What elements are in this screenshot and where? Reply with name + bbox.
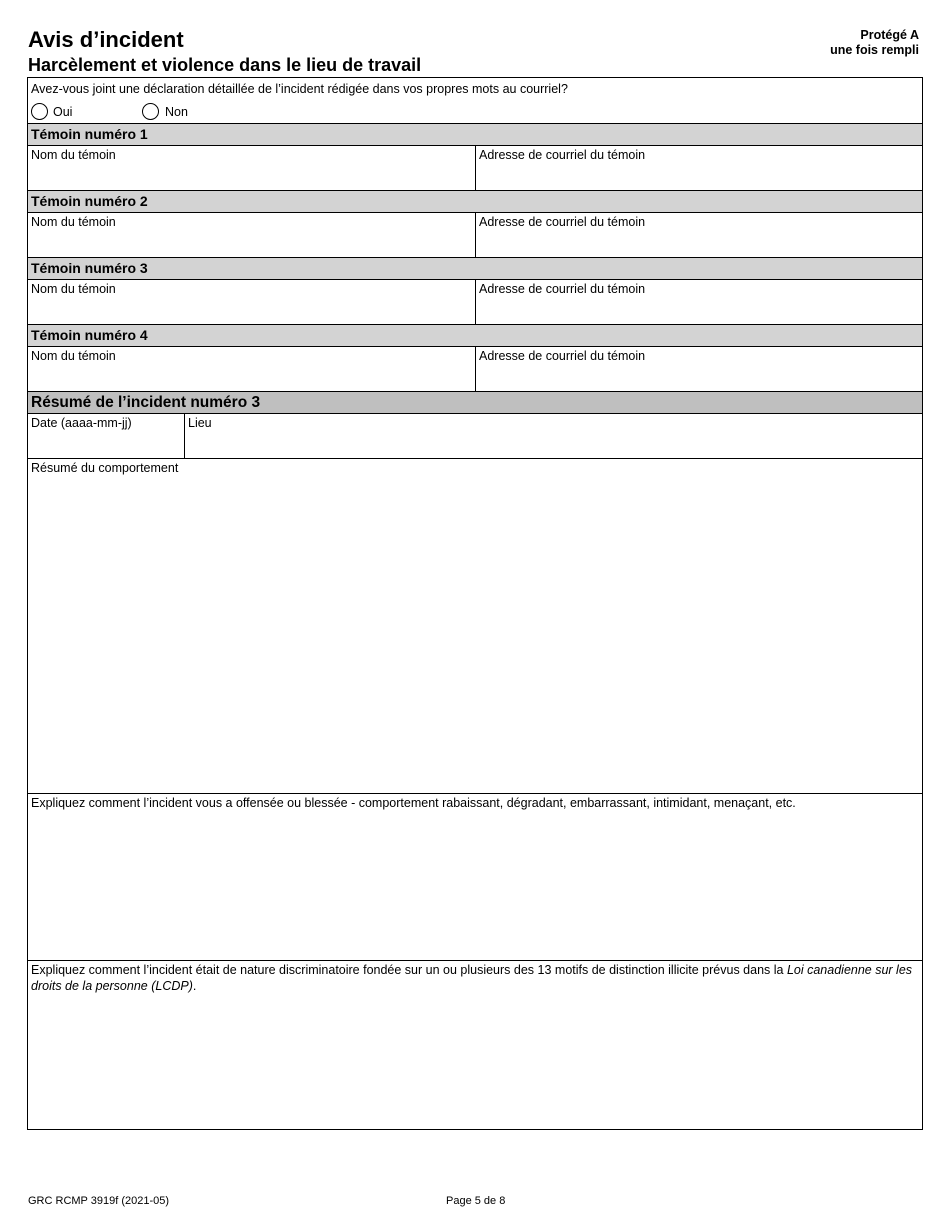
divider — [475, 146, 476, 190]
form-number: GRC RCMP 3919f (2021-05) — [28, 1195, 170, 1207]
protected-line-1: Protégé A — [860, 28, 919, 42]
witness-3-email-label: Adresse de courriel du témoin — [479, 282, 646, 296]
witness-2-email-label: Adresse de courriel du témoin — [479, 215, 646, 229]
witness-2-heading: Témoin numéro 2 — [28, 191, 922, 213]
witness-1-name-label: Nom du témoin — [31, 148, 116, 162]
witness-4-email-label: Adresse de courriel du témoin — [479, 349, 646, 363]
page-number: Page 5 de 8 — [446, 1195, 506, 1207]
radio-no-label: Non — [165, 105, 188, 119]
discrimination-explanation-label — [31, 962, 917, 994]
form-subtitle: Harcèlement et violence dans le lieu de travail — [28, 55, 422, 75]
radio-no[interactable] — [142, 103, 159, 120]
witness-1-row — [28, 146, 922, 191]
protected-designation — [830, 28, 919, 58]
form-title: Avis d’incident — [28, 27, 184, 52]
witness-2-name-label: Nom du témoin — [31, 215, 116, 229]
discrimination-explanation-field[interactable] — [28, 961, 922, 1129]
divider — [475, 280, 476, 324]
date-label: Date (aaaa-mm-jj) — [31, 416, 132, 430]
behavior-summary-label: Résumé du comportement — [31, 461, 179, 475]
witness-1-heading: Témoin numéro 1 — [28, 124, 922, 146]
divider — [475, 213, 476, 257]
offense-explanation-field[interactable] — [28, 794, 922, 961]
radio-yes[interactable] — [31, 103, 48, 120]
witness-3-row — [28, 280, 922, 325]
witness-4-heading: Témoin numéro 4 — [28, 325, 922, 347]
discrimination-law: Loi canadienne sur les droits de la personne (LCDP) — [31, 963, 913, 993]
witness-3-heading: Témoin numéro 3 — [28, 258, 922, 280]
witness-1-email-label: Adresse de courriel du témoin — [479, 148, 646, 162]
offense-explanation-label: Expliquez comment l’incident vous a offensée ou blessée - comportement rabaissant, dégradant, embarrassant, intimidant, menaçant, etc. — [31, 796, 796, 810]
protected-line-2: une fois rempli — [830, 43, 919, 57]
witness-4-row — [28, 347, 922, 392]
divider — [184, 414, 185, 458]
witness-3-name-label: Nom du témoin — [31, 282, 116, 296]
incident-date-location-row — [28, 414, 922, 459]
radio-yes-label: Oui — [53, 105, 73, 119]
incident-heading: Résumé de l’incident numéro 3 — [28, 392, 922, 414]
attachment-question: Avez-vous joint une déclaration détaillée de l’incident rédigée dans vos propres mots au courriel? — [31, 82, 568, 96]
divider — [475, 347, 476, 391]
discrimination-prefix: Expliquez comment l’incident était de nature discriminatoire fondée sur un ou plusieurs des 13 motifs de distinction illicite prévus dans la — [31, 963, 787, 977]
attachment-question-row — [28, 78, 922, 124]
incident-form — [27, 77, 923, 1130]
behavior-summary-field[interactable] — [28, 459, 922, 794]
location-label: Lieu — [188, 416, 212, 430]
witness-2-row — [28, 213, 922, 258]
witness-4-name-label: Nom du témoin — [31, 349, 116, 363]
discrimination-suffix: . — [192, 979, 197, 993]
